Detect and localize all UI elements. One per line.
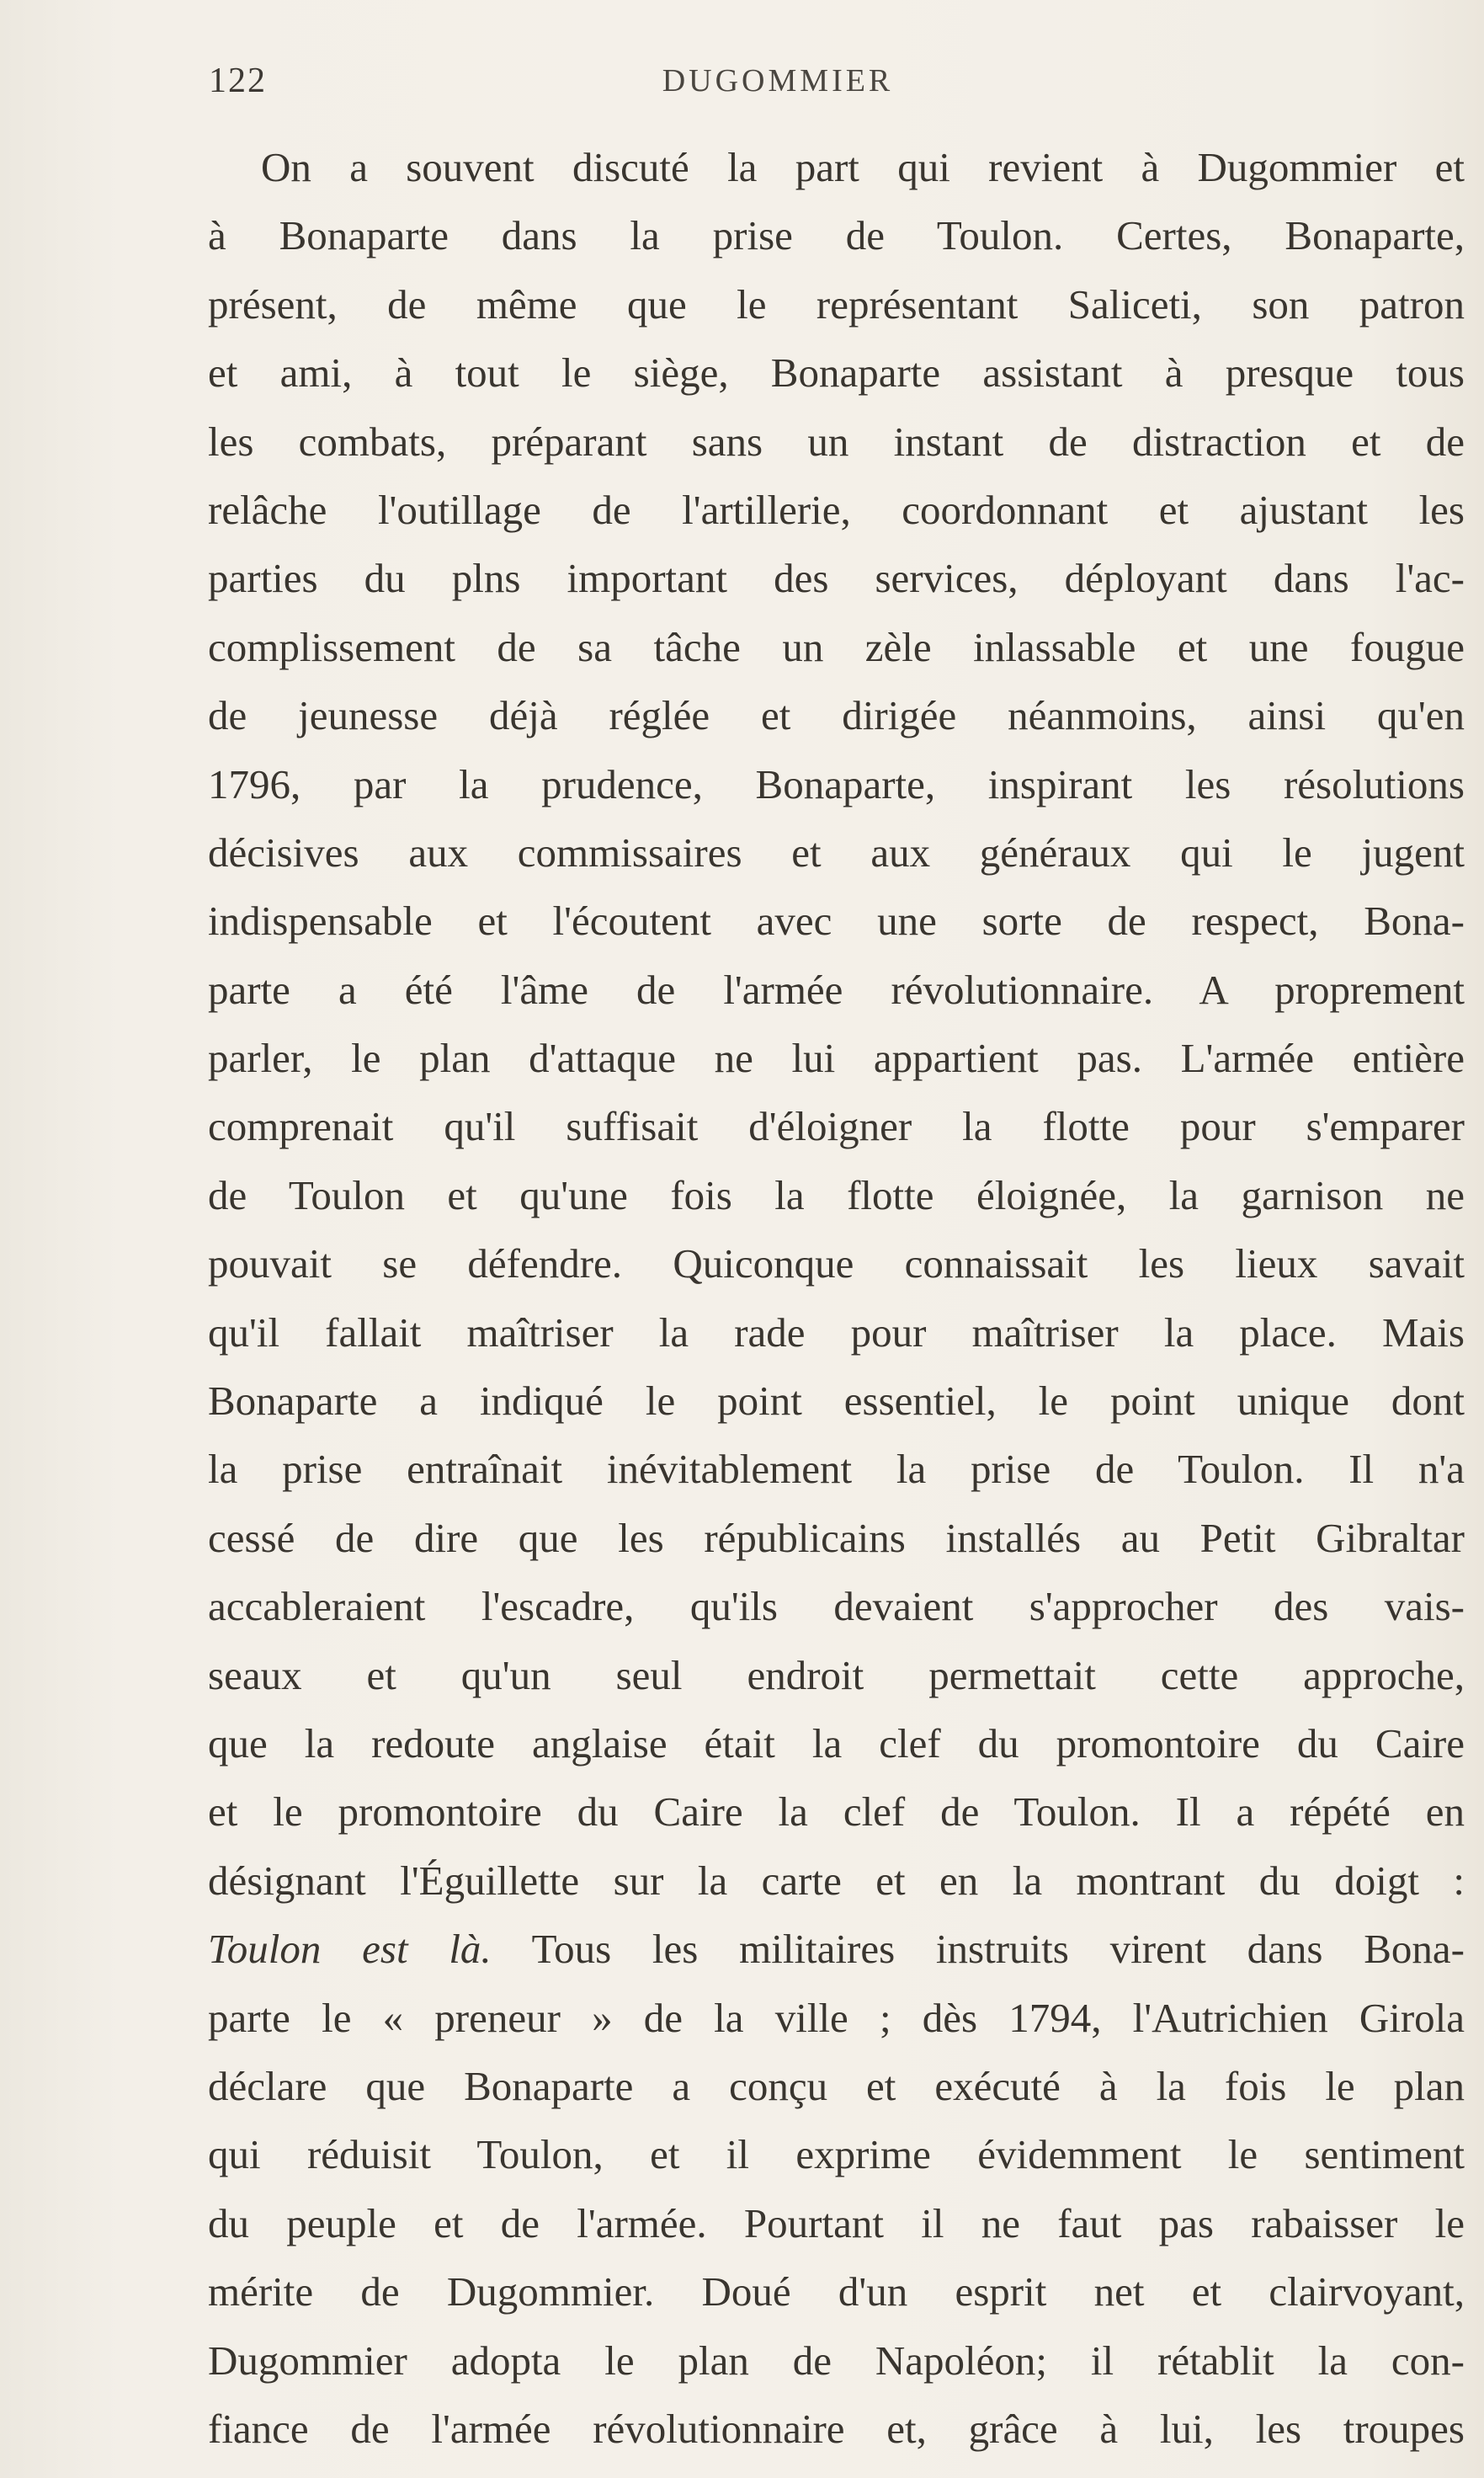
text-line: mérite de Dugommier. Doué d'un esprit net et clairvoyant, [208, 2268, 1465, 2315]
text-line: que la redoute anglaise était la clef du promontoire du Caire [208, 1719, 1465, 1767]
text-line: parte le « preneur » de la ville ; dès 1794, l'Autrichien Girola [208, 1994, 1465, 2041]
text-line: déclare que Bonaparte a conçu et exécuté à la fois le plan [208, 2062, 1465, 2109]
text-line: la prise entraînait inévitablement la prise de Toulon. Il n'a [208, 1446, 1465, 1493]
text-line: de jeunesse déjà réglée et dirigée néanmoins, ainsi qu'en [208, 692, 1465, 739]
text-line-with-quote [208, 1915, 1465, 1983]
text-line: désignant l'Éguillette sur la carte et en la montrant du doigt : [208, 1857, 1465, 1904]
text-line: de Toulon et qu'une fois la flotte éloignée, la garnison ne [208, 1171, 1465, 1218]
italic-quote: Toulon est là. [208, 1926, 492, 1973]
body-text [208, 133, 1465, 2463]
page-number: 122 [209, 61, 267, 100]
text-line: parler, le plan d'attaque ne lui appartient pas. L'armée entière [208, 1035, 1465, 1082]
text-line: accableraient l'escadre, qu'ils devaient s'approcher des vais- [208, 1583, 1465, 1630]
text-line: pouvait se défendre. Quiconque connaissait les lieux savait [208, 1240, 1465, 1287]
text-line: comprenait qu'il suffisait d'éloigner la flotte pour s'emparer [208, 1103, 1465, 1150]
text-line: parties du plns important des services, déployant dans l'ac- [208, 555, 1465, 602]
text-line: complissement de sa tâche un zèle inlassable et une fougue [208, 623, 1465, 670]
text-line: du peuple et de l'armée. Pourtant il ne faut pas rabaisser le [208, 2199, 1465, 2246]
text-line: fiance de l'armée révolutionnaire et, grâce à lui, les troupes [208, 2405, 1465, 2452]
text-line: cessé de dire que les républicains installés au Petit Gibraltar [208, 1514, 1465, 1561]
text-line: présent, de même que le représentant Saliceti, son patron [208, 280, 1465, 328]
text-line: les combats, préparant sans un instant de distraction et de [208, 418, 1465, 465]
text-line: Dugommier adopta le plan de Napoléon; il rétablit la con- [208, 2337, 1465, 2384]
text-line: relâche l'outillage de l'artillerie, coordonnant et ajustant les [208, 486, 1465, 533]
text-line: et le promontoire du Caire la clef de Toulon. Il a répété en [208, 1788, 1465, 1836]
running-head: DUGOMMIER [662, 63, 894, 99]
text-line: qui réduisit Toulon, et il exprime évidemment le sentiment [208, 2131, 1465, 2178]
text-line: 1796, par la prudence, Bonaparte, inspirant les résolutions [208, 760, 1465, 807]
text-line: qu'il fallait maîtriser la rade pour maîtriser la place. Mais [208, 1308, 1465, 1356]
text-line: seaux et qu'un seul endroit permettait cette approche, [208, 1651, 1465, 1698]
text-line: parte a été l'âme de l'armée révolutionnaire. A proprement [208, 966, 1465, 1013]
text-line: à Bonaparte dans la prise de Toulon. Certes, Bonaparte, [208, 212, 1465, 259]
text-line: indispensable et l'écoutent avec une sorte de respect, Bona- [208, 898, 1465, 945]
text-line: décisives aux commissaires et aux généraux qui le jugent [208, 829, 1465, 876]
text-line: On a souvent discuté la part qui revient à Dugommier et [261, 144, 1465, 190]
text-line-rest: Tous les militaires instruits virent dans Bona- [491, 1926, 1465, 1973]
text-line: et ami, à tout le siège, Bonaparte assistant à presque tous [208, 349, 1465, 397]
page-header [209, 61, 1465, 120]
text-line: Bonaparte a indiqué le point essentiel, le point unique dont [208, 1378, 1465, 1425]
